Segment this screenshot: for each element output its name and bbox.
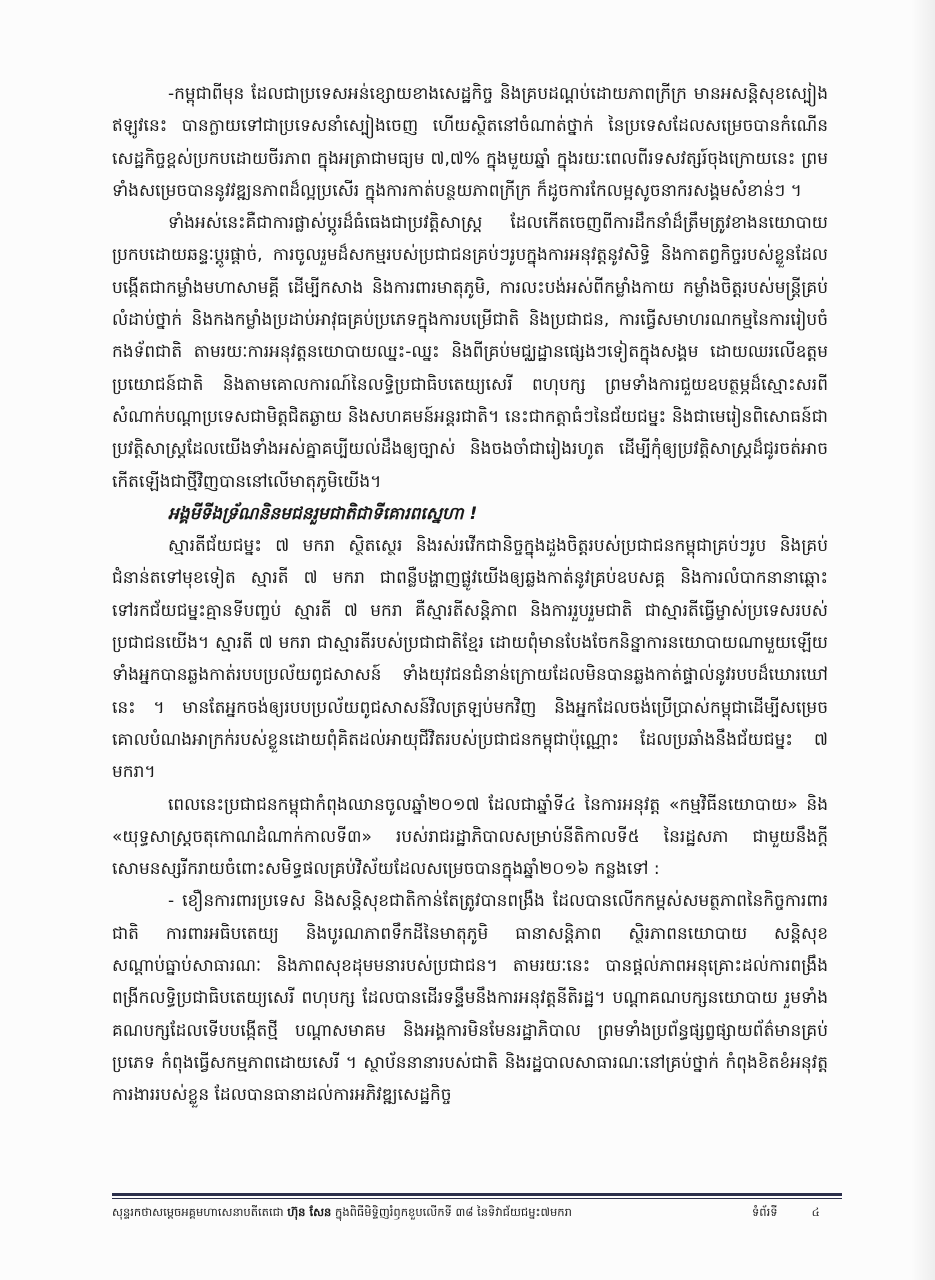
page-indicator [752, 1203, 842, 1221]
footer-divider [112, 1193, 842, 1196]
paragraph-historic-change: ទាំងអស់នេះគឺជាការផ្លាស់ប្តូរដ៏ធំធេងជាប្រវត្តិសាស្ត្រ ដែលកើតចេញពីការដឹកនាំដ៏ត្រឹមត្រូវខាងនយោបាយប្រកបដោយឆន្ទៈប្តូរផ្តាច់, ការចូលរួមដ៏សកម្មរបស់ប្រជាជនគ្រប់ៗរូបក្នុងការអនុវត្តនូវសិទ្ធិ និងកាតព្វកិច្ចរបស់ខ្លួនដែលបង្កើតជាកម្លាំងមហាសាមគ្គី ដើម្បីកសាង និងការពារមាតុភូមិ, ការលះបង់អស់ពីកម្លាំងកាយ កម្លាំងចិត្តរបស់មន្ត្រីគ្រប់លំដាប់ថ្នាក់ និងកងកម្លាំងប្រដាប់អាវុធគ្រប់ប្រភេទក្នុងការបម្រើជាតិ និងប្រជាជន, ការធ្វើសមាហរណកម្មនៃការរៀបចំកងទ័ពជាតិ តាមរយៈការអនុវត្តនយោបាយឈ្នះ-ឈ្នះ និងពីគ្រប់មជ្ឈដ្ឋានផ្សេងៗទៀតក្នុងសង្គម ដោយឈរលើឧត្តមប្រយោជន៍ជាតិ និងតាមគោលការណ៍នៃលទ្ធិប្រជាធិបតេយ្យសេរី ពហុបក្ស ព្រមទាំងការជួយឧបត្ថម្ភដ៏ស្មោះសរពីសំណាក់បណ្តាប្រទេសជាមិត្តជិតឆ្ងាយ និងសហគមន៍អន្តរជាតិ។ នេះជាកត្តាធំៗនៃជ័យជម្នះ និងជាមេរៀនពិសោធន៍ជាប្រវត្តិសាស្ត្រដែលយើងទាំងអស់គ្នាគប្បីយល់ដឹងឲ្យច្បាស់ និងចងចាំជារៀងរហូត ដើម្បីកុំឲ្យប្រវត្តិសាស្ត្រដ៏ជូរចត់អាចកើតឡើងជាថ្មីវិញបាននៅលើមាតុភូមិយើង។ [112, 213, 828, 492]
paragraph-year-2017: ពេលនេះប្រជាជនកម្ពុជាកំពុងឈានចូលឆ្នាំ២០១៧ ដែលជាឆ្នាំទី៤ នៃការអនុវត្ត «កម្មវិធីនយោបាយ» និង «យុទ្ធសាស្ត្រចតុកោណដំណាក់កាលទី៣» របស់រាជរដ្ឋាភិបាលសម្រាប់នីតិកាលទី៥ នៃរដ្ឋសភា ជាមួយនឹងក្តីសោមនស្សរីករាយចំពោះសមិទ្ធផលគ្រប់វិស័យដែលសម្រេចបានក្នុងឆ្នាំ២០១៦ កន្លងទៅ : [112, 794, 828, 880]
footer-caption [112, 1203, 672, 1221]
footer-caption-start: សុន្ទរកថាសម្តេចអគ្គមហាសេនាបតីតេជោ [112, 1205, 288, 1219]
page-number: ៤ [811, 1205, 820, 1219]
paragraph-spirit-7-january: ស្មារតីជ័យជម្នះ ៧ មករា ស្ថិតស្ថេរ និងរស់រវើកជានិច្ចក្នុងដួងចិត្តរបស់ប្រជាជនកម្ពុជាគ្រប់ៗរូប និងគ្រប់ជំនាន់តទៅមុខទៀត ស្មារតី ៧ មករា ជាពន្លឺបង្ហាញផ្លូវយើងឲ្យឆ្លងកាត់នូវគ្រប់ឧបសគ្គ និងការលំបាកនានាឆ្ពោះទៅរកជ័យជម្នះគ្មានទីបញ្ចប់ ស្មារតី ៧ មករា គឺស្មារតីសន្តិភាព និងការរួបរួមជាតិ ជាស្មារតីធ្វើម្ចាស់ប្រទេសរបស់ប្រជាជនយើង។ ស្មារតី ៧ មករា ជាស្មារតីរបស់ប្រជាជាតិខ្មែរ ដោយពុំមានបែងចែកនិន្នាការនយោបាយណាមួយឡើយ ទាំងអ្នកបានឆ្លងកាត់របបប្រល័យពូជសាសន៍ ទាំងយុវជនជំនាន់ក្រោយដែលមិនបានឆ្លងកាត់ផ្ទាល់នូវរបបដ៏ឃោរឃៅនេះ ។ មានតែអ្នកចង់ឲ្យរបបប្រល័យពូជសាសន៍វិលត្រឡប់មកវិញ និងអ្នកដែលចង់ប្រើប្រាស់កម្ពុជាដើម្បីសម្រេចគោលបំណងអាក្រក់របស់ខ្លួនដោយពុំគិតដល់អាយុជីវិតរបស់ប្រជាជនកម្ពុជាប៉ុណ្ណោះ ដែលប្រឆាំងនឹងជ័យជម្នះ ៧ មករា។ [112, 536, 828, 783]
paragraph-defense-security: - ខឿនការពារប្រទេស និងសន្តិសុខជាតិកាន់តែត្រូវបានពង្រឹង ដែលបានលើកកម្ពស់សមត្ថភាពនៃកិច្ចការពារជាតិ ការពារអធិបតេយ្យ និងបូរណភាពទឹកដីនៃមាតុភូមិ ធានាសន្តិភាព ស្ថិរភាពនយោបាយ សន្តិសុខ សណ្តាប់ធ្នាប់សាធារណៈ និងភាពសុខដុមមនារបស់ប្រជាជន។ តាមរយៈនេះ បានផ្តល់ភាពអនុគ្រោះដល់ការពង្រឹងពង្រីកលទ្ធិប្រជាធិបតេយ្យសេរី ពហុបក្ស ដែលបានដើរទន្ទឹមនឹងការអនុវត្តនីតិរដ្ឋ។ បណ្តាគណបក្សនយោបាយ រួមទាំងគណបក្សដែលទើបបង្កើតថ្មី បណ្តាសមាគម និងអង្គការមិនមែនរដ្ឋាភិបាល ព្រមទាំងប្រព័ន្ធផ្សព្វផ្សាយព័ត៌មានគ្រប់ប្រភេទ កំពុងធ្វើសកម្មភាពដោយសេរី ។ ស្ថាប័ននានារបស់ជាតិ និងរដ្ឋបាលសាធារណៈនៅគ្រប់ថ្នាក់ កំពុងខិតខំអនុវត្តការងាររបស់ខ្លួន ដែលបានធានាដល់ការអភិវឌ្ឍសេដ្ឋកិច្ច [112, 891, 828, 1106]
footer-caption-name: ហ៊ុន សែន [287, 1205, 332, 1219]
page-label: ទំព័រទី [752, 1205, 778, 1219]
scan-edge-shadow [911, 0, 935, 1280]
footer-caption-end: ក្នុងពិធីមិទ្ទិញរំឭកខួបលើកទី ៣៨ នៃទិវាជ័យជម្នះ៧មករា [331, 1205, 572, 1219]
footer-divider-thin [112, 1198, 842, 1199]
body-text [112, 78, 828, 1112]
salutation-heading: អង្គមីទីងទ្រ័ណនិនមជនរួមជាតិជាទីគោរពស្នេហា ! [168, 503, 478, 524]
paragraph-cambodia-past: -កម្ពុជាពីមុន ដែលជាប្រទេសអន់ខ្សោយខាងសេដ្ឋកិច្ច និងគ្របដណ្តប់ដោយភាពក្រីក្រ មានអសន្តិសុខស្បៀង ឥឡូវនេះ បានក្លាយទៅជាប្រទេសនាំស្បៀងចេញ ហើយស្ថិតនៅចំណាត់ថ្នាក់ នៃប្រទេសដែលសម្រេចបានកំណើនសេដ្ឋកិច្ចខ្ពស់ប្រកបដោយចីរភាព ក្នុងអត្រាជាមធ្យម ៧,៧% ក្នុងមួយឆ្នាំ ក្នុងរយៈពេលពីរទសវត្សរ៍ចុងក្រោយនេះ ព្រមទាំងសម្រេចបាននូវវឌ្ឍនភាពដ៏ល្អប្រសើរ ក្នុងការកាត់បន្ថយភាពក្រីក្រ ក៏ដូចការកែលម្អសូចនាករសង្គមសំខាន់ៗ ។ [112, 84, 828, 201]
